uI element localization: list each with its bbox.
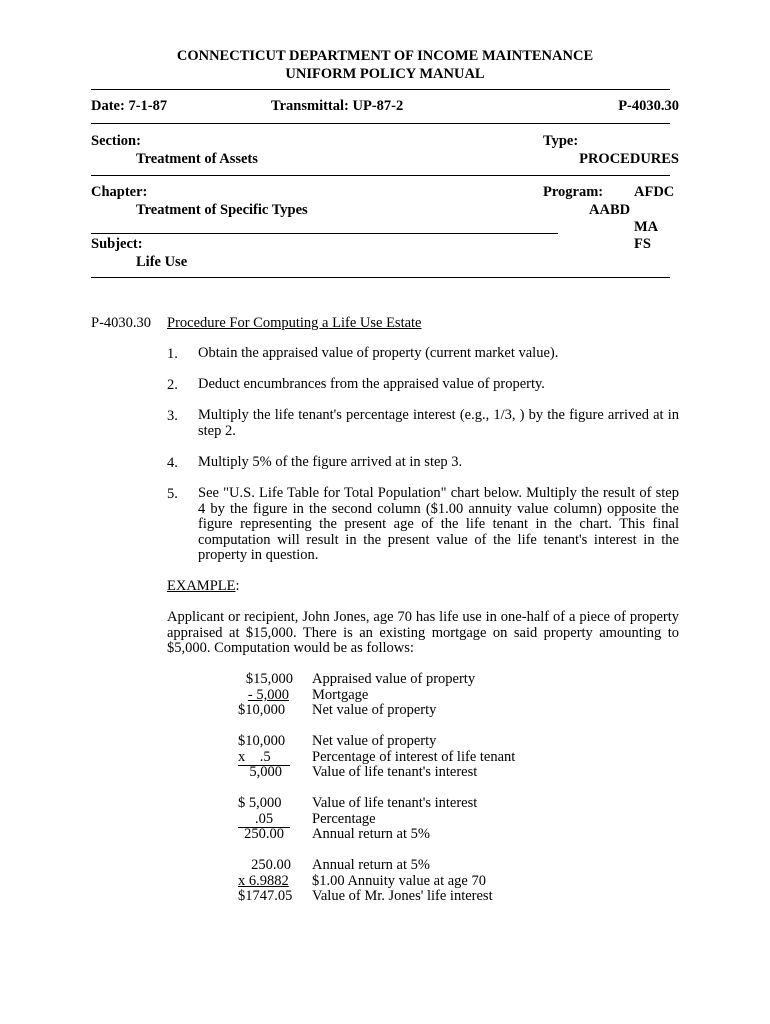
step-number: 4. [167,455,178,471]
computation-amount: x 6.9882 [238,873,289,889]
subject-label: Subject: [91,236,143,252]
computation-description: Appraised value of property [312,671,476,687]
step-text: Multiply the life tenant's percentage interest (e.g., 1/3, ) by the figure arrived at in step 2. [198,407,679,439]
computation-description: $1.00 Annuity value at age 70 [312,873,486,889]
program-aabd: AABD [589,202,631,218]
computation-amount: - 5,000 [247,687,289,703]
step-number: 1. [167,346,178,362]
header-rule-2 [91,123,670,124]
header-rule-4 [91,233,558,234]
step-number: 2. [167,377,178,393]
step-text: See "U.S. Life Table for Total Population" chart below. Multiply the result of step 4 by the figure in the second column ($1.00 annuity value column) opposite the figure representing the present age of the life tenant in the chart. This final computation will result in the present value of the life tenant's interest in the property in question. [198,485,679,564]
computation-description: Annual return at 5% [312,826,430,842]
computation-amount: x .5 [238,750,290,766]
computation-amount: .05 [238,812,290,828]
computation-description: Value of life tenant's interest [312,764,478,780]
computation-amount: $10,000 [238,733,286,749]
example-paragraph: Applicant or recipient, John Jones, age 70 has life use in one-half of a piece of property appraised at $15,000. There is an existing mortgage on said property amounting to $5,000. Computation would be as follows: [167,609,679,657]
step-text: Multiply 5% of the figure arrived at in step 3. [198,454,463,470]
computation-description: Mortgage [312,687,369,703]
agency-title: CONNECTICUT DEPARTMENT OF INCOME MAINTENANCE [176,48,594,64]
example-label: EXAMPLE [167,578,236,594]
chapter-value: Treatment of Specific Types [136,202,308,218]
computation-description: Annual return at 5% [312,857,430,873]
example-colon: : [235,578,240,594]
type-value: PROCEDURES [579,151,679,167]
manual-title: UNIFORM POLICY MANUAL [285,66,485,82]
program-label: Program: [543,184,604,200]
computation-amount: $15,000 [245,671,293,687]
section-value: Treatment of Assets [136,151,258,167]
chapter-label: Chapter: [91,184,148,200]
computation-description: Percentage of interest of life tenant [312,749,516,765]
program-ma: MA [634,219,659,235]
computation-amount: $10,000 [238,702,286,718]
step-number: 5. [167,486,178,502]
computation-description: Percentage [312,811,376,827]
date-field: Date: 7-1-87 [91,98,168,114]
computation-description: Net value of property [312,733,437,749]
subject-value: Life Use [136,254,188,270]
header-rule-3 [91,175,670,176]
computation-amount: $ 5,000 [238,795,282,811]
step-text: Deduct encumbrances from the appraised value of property. [198,376,545,392]
program-fs: FS [634,236,651,252]
program-afdc: AFDC [634,184,675,200]
step-number: 3. [167,408,178,424]
section-code: P-4030.30 [91,315,152,331]
example-heading [167,578,240,595]
section-heading: Procedure For Computing a Life Use Estate [167,315,422,331]
computation-amount: 250.00 [244,826,284,842]
computation-amount: 250.00 [251,857,291,873]
section-label: Section: [91,133,141,149]
type-label: Type: [543,133,579,149]
step-text: Obtain the appraised value of property (current market value). [198,345,559,361]
transmittal-field: Transmittal: UP-87-2 [271,98,404,114]
computation-description: Net value of property [312,702,437,718]
header-rule-5 [91,277,670,278]
computation-amount: 5,000 [249,764,282,780]
computation-description: Value of life tenant's interest [312,795,478,811]
computation-description: Value of Mr. Jones' life interest [312,888,493,904]
computation-amount: $1747.05 [238,888,293,904]
policy-number: P-4030.30 [618,98,679,114]
header-rule-1 [91,89,670,90]
